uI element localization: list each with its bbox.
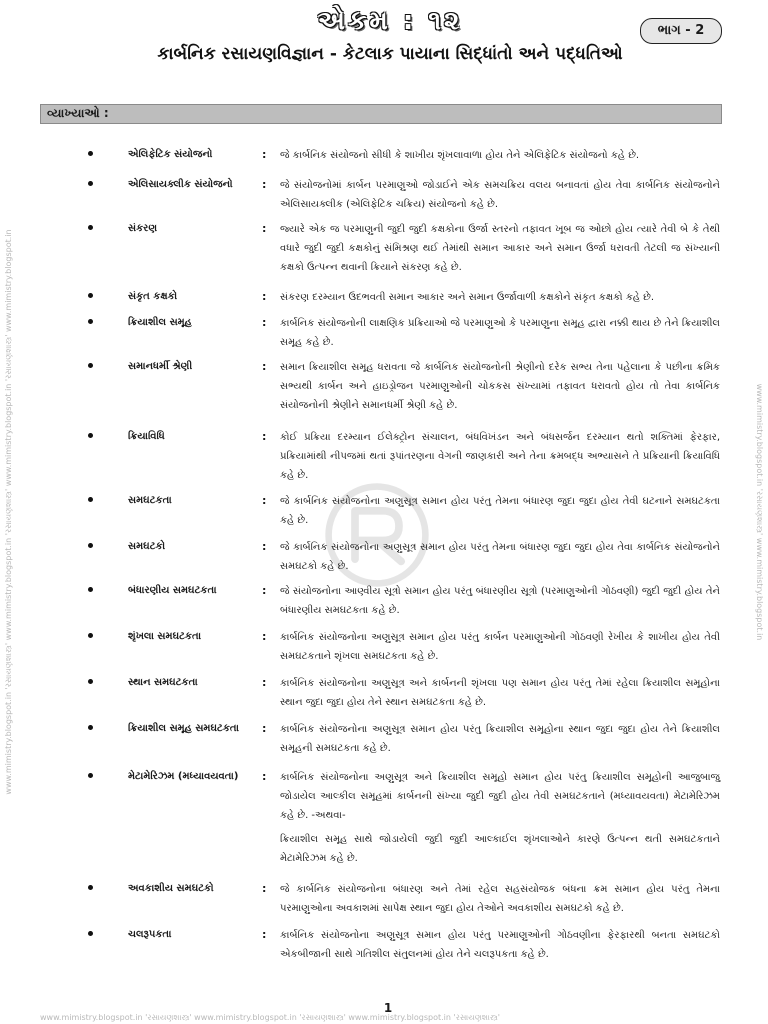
bullet-icon xyxy=(88,433,93,438)
bullet-icon xyxy=(88,181,93,186)
definition-text: જે કાર્બનિક સંયોજનોના અણુસૂત્ર સમાન હોય પરંતુ તેમના બંધારણ જુદા જુદા હોય તેવી ઘટનાને સમઘટકતા કહે છે. xyxy=(280,496,720,526)
definition-text: ક્રિયાશીલ સમૂહ સાથે જોડાયેલી જુદી જુદી આલ્કાઈલ શૃંખલાઓને કારણે ઉત્પન્ન થતી સમઘટકતાને મેટામેરિઝમ કહે છે. xyxy=(280,834,720,864)
definition-term: સંકૃત કક્ષકો xyxy=(128,291,178,302)
bullet-icon xyxy=(88,885,93,890)
bullet-icon xyxy=(88,931,93,936)
definition-text: જે સંયોજનોના આણ્વીય સૂત્રો સમાન હોય પરંતુ બંધારણીય સૂત્રો (પરમાણુઓની ગોઠવણી) જુદી જુદી હોય તેને બંધારણીય સમઘટકતા કહે છે. xyxy=(280,586,720,616)
definition-term: બંધારણીય સમઘટકતા xyxy=(128,585,217,596)
bullet-icon xyxy=(88,587,93,592)
bullet-icon xyxy=(88,363,93,368)
side-watermark-left-text: www.mimistry.blogspot.in 'રસાયણશાસ્ત્ર' www.mimistry.blogspot.in 'રસાયણશાસ્ત્ર' www.mimistry.blogspot.in 'રસાયણશાસ્ત્ર' www.mimistry.blogspot.in xyxy=(4,229,13,795)
definition-colon: : xyxy=(262,882,267,895)
definition-term: એલિફેટિક સંયોજનો xyxy=(128,149,213,160)
definition-colon: : xyxy=(262,430,267,443)
definition-term: સમાનધર્મી શ્રેણી xyxy=(128,361,193,372)
definition-text: કાર્બનિક સંયોજનોના અણુસૂત્ર સમાન હોય પરંતુ પરમાણુઓની ગોઠવણીના ફેરફારથી બનતા સમઘટકો એકબીજાની સાથે ગતિશીલ સંતુલનમાં હોય તેને ચલરૂપકતા કહે છે. xyxy=(280,930,720,960)
definition-term: ક્રિયાવિધિ xyxy=(128,431,165,442)
bullet-icon xyxy=(88,225,93,230)
page-number: 1 xyxy=(383,1001,393,1015)
definition-term: સ્થાન સમઘટકતા xyxy=(128,677,198,688)
definition-text: જે કાર્બનિક સંયોજનો સીધી કે શાખીય શૃંખલાવાળા હોય તેને એલિફેટિક સંયોજનો કહે છે. xyxy=(280,150,640,161)
definition-text: જે કાર્બનિક સંયોજનોના બંધારણ અને તેમાં રહેલ સહસંયોજક બંધના ક્રમ સમાન હોય પરંતુ તેમના પરમાણુઓના અવકાશમાં સાપેક્ષ સ્થાન જુદા હોય તેઓને અવકાશીય સમઘટકો કહે છે. xyxy=(280,884,720,914)
definition-colon: : xyxy=(262,178,267,191)
definition-term: મેટામેરિઝમ (મધ્યાવયવતા) xyxy=(128,771,239,782)
definition-term: સમઘટકો xyxy=(128,541,166,552)
definition-text: કાર્બનિક સંયોજનોની લાક્ષણિક પ્રક્રિયાઓ જે પરમાણુઓ કે પરમાણુના સમૂહ દ્વારા નક્કી થાય છે તેને ક્રિયાશીલ સમૂહ કહે છે. xyxy=(280,318,720,348)
definition-colon: : xyxy=(262,290,267,303)
definition-term: ક્રિયાશીલ સમૂહ xyxy=(128,317,192,328)
bullet-icon xyxy=(88,543,93,548)
definition-colon: : xyxy=(262,494,267,507)
definition-term: સમઘટકતા xyxy=(128,495,172,506)
definition-term: સંકરણ xyxy=(128,223,158,234)
bullet-icon xyxy=(88,319,93,324)
section-label: વ્યાખ્યાઓ : xyxy=(47,106,109,120)
definition-text: કાર્બનિક સંયોજનોના અણુસૂત્ર અને કાર્બનની શૃંખલા પણ સમાન હોય પરંતુ તેમાં રહેલા ક્રિયાશીલ સમૂહોના સ્થાન જુદા જુદા હોય તેને સ્થાન સમઘટકતા કહે છે. xyxy=(280,678,720,708)
bullet-icon xyxy=(88,725,93,730)
bullet-icon xyxy=(88,293,93,298)
bullet-icon xyxy=(88,633,93,638)
side-watermark-right-text: www.mimistry.blogspot.in 'રસાયણશાસ્ત્ર' www.mimistry.blogspot.in xyxy=(755,383,764,641)
definition-text: જ્યારે એક જ પરમાણુની જુદી જુદી કક્ષકોના ઉર્જા સ્તરનો તફાવત ખૂબ જ ઓછો હોય ત્યારે તેવી બે કે તેથી વધારે જુદી જુદી કક્ષકોનું સંમિશ્રણ થઈ તેમાંથી સમાન આકાર અને સમાન ઉર્જા ધરાવતી તેટલી જ સંખ્યાની કક્ષકો ઉત્પન્ન થવાની ક્રિયાને સંકરણ કહે છે. xyxy=(280,224,720,273)
definition-colon: : xyxy=(262,584,267,597)
definition-text: સમાન ક્રિયાશીલ સમૂહ ધરાવતા જે કાર્બનિક સંયોજનોની શ્રેણીનો દરેક સભ્ય તેના પહેલાના કે પછીના ક્રમિક સભ્યથી કાર્બન અને હાઇડ્રોજન પરમાણુઓની ચોકકસ સંખ્યામાં તફાવત ધરાવતો હોય તો તેવા કાર્બનિક સંયોજનોની શ્રેણીને સમાનધર્મી શ્રેણી કહે છે. xyxy=(280,362,720,411)
definition-colon: : xyxy=(262,316,267,329)
definition-text: કોઈ પ્રક્રિયા દરમ્યાન ઈલેક્ટ્રોન સંચાલન, બંધવિખંડન અને બંધસર્જન દરમ્યાન થતો શક્તિમાં ફેરફાર, પ્રક્રિયામાંથી નીપજમાં થતાં રૂપાંતરણના વેગની જાણકારી અને તેના ક્રમબદ્ધ અભ્યાસને તે પ્રક્રિયાની ક્રિયાવિધિ કહે છે. xyxy=(280,432,720,481)
definition-colon: : xyxy=(262,676,267,689)
bottom-watermark: www.mimistry.blogspot.in 'રસાયણશાસ્ત્ર' www.mimistry.blogspot.in 'રસાયણશાસ્ત્ર' www.mimistry.blogspot.in 'રસાયણશાસ્ત્ર' xyxy=(40,1013,501,1022)
definition-text: સંકરણ દરમ્યાન ઉદભવતી સમાન આકાર અને સમાન ઉર્જાવાળી કક્ષકોને સંકૃત કક્ષકો કહે છે. xyxy=(280,292,655,303)
unit-title: એકમ : ૧૨ xyxy=(317,6,463,36)
definition-colon: : xyxy=(262,148,267,161)
definition-colon: : xyxy=(262,540,267,553)
definition-colon: : xyxy=(262,770,267,783)
definition-term: શૃંખલા સમઘટકતા xyxy=(128,631,202,642)
bullet-icon xyxy=(88,497,93,502)
definition-term: ક્રિયાશીલ સમૂહ સમઘટકતા xyxy=(128,723,239,734)
bullet-icon xyxy=(88,151,93,156)
definition-text: કાર્બનિક સંયોજનોના અણુસૂત્ર સમાન હોય પરંતુ કાર્બન પરમાણુઓની ગોઠવણી રેખીય કે શાખીય હોય તેવી સમઘટકતાને શૃંખલા સમઘટકતા કહે છે. xyxy=(280,632,720,662)
definition-colon: : xyxy=(262,928,267,941)
part-badge: ભાગ - 2 xyxy=(640,18,722,44)
definition-colon: : xyxy=(262,630,267,643)
definition-text: જે સંયોજનોમાં કાર્બન પરમાણુઓ જોડાઈને એક સમચક્રિય વલય બનાવતાં હોય તેવા કાર્બનિક સંયોજનોને એલિસાયક્લીક (એલિફેટિક ચક્રિય) સંયોજનો કહે છે. xyxy=(280,180,720,210)
chapter-title: કાર્બનિક રસાયણવિજ્ઞાન - કેટલાક પાયાના સિદ્ધાંતો અને પદ્ધતિઓ xyxy=(157,44,623,64)
definition-term: એલિસાયક્લીક સંયોજનો xyxy=(128,179,233,190)
definition-text: જે કાર્બનિક સંયોજનોના અણુસૂત્ર સમાન હોય પરંતુ તેમના બંધારણ જુદા જુદા હોય તેવા કાર્બનિક સંયોજનોને સમઘટકો કહે છે. xyxy=(280,542,720,572)
definition-colon: : xyxy=(262,722,267,735)
definition-term: ચલરૂપકતા xyxy=(128,929,172,940)
definition-term: અવકાશીય સમઘટકો xyxy=(128,883,214,894)
definition-colon: : xyxy=(262,360,267,373)
bullet-icon xyxy=(88,679,93,684)
bullet-icon xyxy=(88,773,93,778)
definition-colon: : xyxy=(262,222,267,235)
definition-text: કાર્બનિક સંયોજનોના અણુસૂત્ર અને ક્રિયાશીલ સમૂહો સમાન હોય પરંતુ ક્રિયાશીલ સમૂહોની આજુબાજુ જોડાયેલ આલ્કીલ સમૂહમાં કાર્બનની સંખ્યા જુદી જુદી હોય તેવી સમઘટકતાને (મધ્યાવયવતા) મેટામેરિઝમ કહે છે. -અથવા- xyxy=(280,772,720,821)
definition-text: કાર્બનિક સંયોજનોના અણુસૂત્ર સમાન હોય પરંતુ ક્રિયાશીલ સમૂહોના સ્થાન જુદા જુદા હોય તેને ક્રિયાશીલ સમૂહની સમઘટકતા કહે છે. xyxy=(280,724,720,754)
